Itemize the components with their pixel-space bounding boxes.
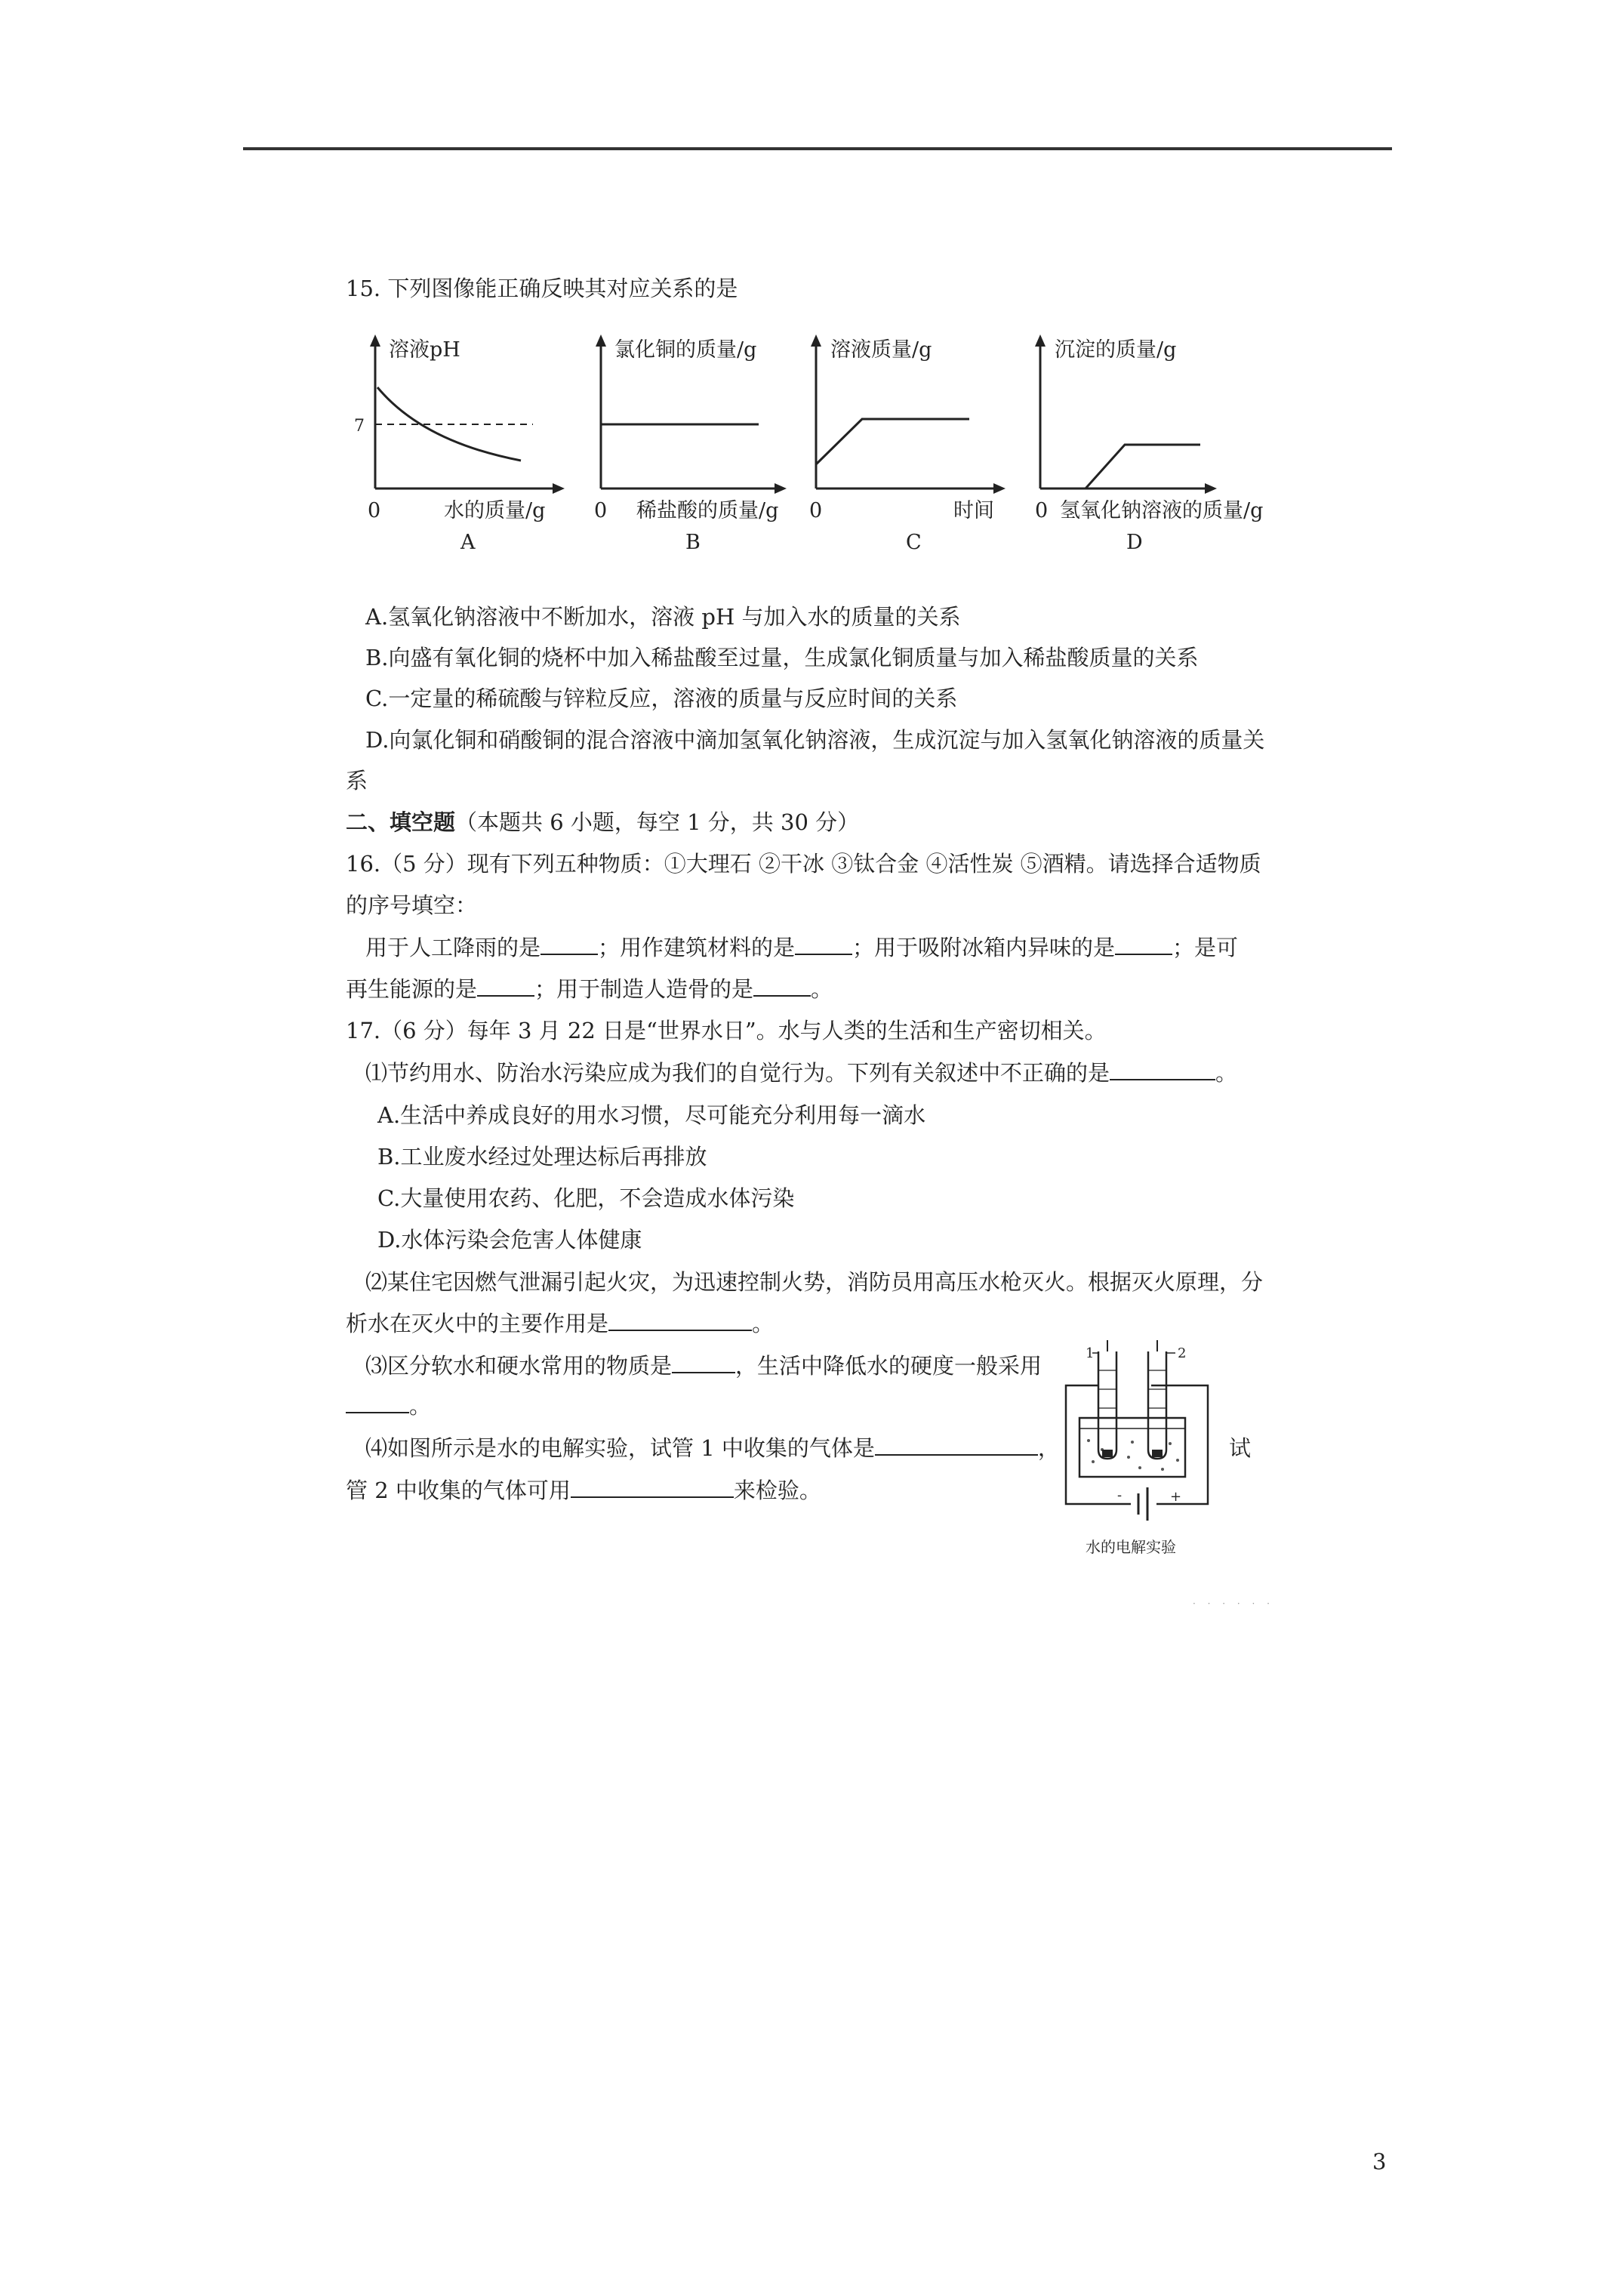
q17-text: 。 bbox=[409, 1393, 432, 1419]
q17-part-4-line-1 bbox=[365, 1433, 1060, 1463]
q15-option-c: C.一定量的稀硫酸与锌粒反应，溶液的质量与反应时间的关系 bbox=[365, 686, 958, 711]
graph-a-ref-tick: 7 bbox=[354, 417, 365, 436]
tube-2-label: 2 bbox=[1178, 1345, 1187, 1361]
q17-part-1 bbox=[365, 1058, 1237, 1088]
graph-b-letter: B bbox=[685, 531, 701, 554]
answer-blank[interactable] bbox=[540, 954, 598, 955]
q17-text: ， bbox=[1037, 1435, 1060, 1461]
answer-blank[interactable] bbox=[672, 1372, 735, 1373]
tube-1-label: 1 bbox=[1086, 1345, 1095, 1361]
q17-text: ⑴节约用水、防治水污染应成为我们的自觉行为。下列有关叙述中不正确的是 bbox=[365, 1060, 1110, 1086]
q16-line-1: 16.（5 分）现有下列五种物质：①大理石 ②干冰 ③钛合金 ④活性炭 ⑤酒精。请选择合适物质 bbox=[346, 851, 1261, 877]
diagram-minus: - bbox=[1117, 1487, 1123, 1503]
graph-a-ylabel: 溶液pH bbox=[389, 338, 460, 362]
q16-text: 再生能源的是 bbox=[346, 976, 478, 1002]
answer-blank[interactable] bbox=[1110, 1079, 1215, 1080]
q16-text: ；用作建筑材料的是 bbox=[598, 935, 796, 960]
q17-text: ⑷如图所示是水的电解实验，试管 1 中收集的气体是 bbox=[365, 1435, 875, 1461]
q16-text: 用于人工降雨的是 bbox=[365, 935, 541, 960]
q17-text: 来检验。 bbox=[733, 1478, 821, 1503]
graph-b-origin: 0 bbox=[594, 499, 608, 522]
q17-choice-d: D.水体污染会危害人体健康 bbox=[377, 1227, 642, 1253]
q16-text: ；用于制造人造骨的是 bbox=[534, 976, 754, 1002]
q15-stem: 15. 下列图像能正确反映其对应关系的是 bbox=[346, 276, 738, 301]
q16-line-3 bbox=[365, 932, 1238, 963]
q16-line-4 bbox=[346, 974, 833, 1004]
graph-c-xlabel: 时间 bbox=[953, 499, 994, 522]
answer-blank[interactable] bbox=[571, 1496, 734, 1498]
q15-option-d: D.向氯化铜和硝酸铜的混合溶液中滴加氢氧化钠溶液，生成沉淀与加入氢氧化钠溶液的质量关 bbox=[365, 727, 1265, 753]
answer-blank[interactable] bbox=[795, 954, 852, 955]
graph-d bbox=[1035, 334, 1263, 554]
diagram-plus: + bbox=[1170, 1489, 1182, 1505]
q17-text: ，生活中降低水的硬度一般采用 bbox=[735, 1353, 1042, 1379]
electrolysis-diagram bbox=[1057, 1336, 1230, 1563]
q17-line-1: 17.（6 分）每年 3 月 22 日是“世界水日”。水与人类的生活和生产密切相关。 bbox=[346, 1018, 1107, 1043]
section-heading bbox=[346, 807, 859, 837]
graph-b bbox=[594, 334, 787, 554]
graph-a bbox=[354, 334, 565, 554]
q17-choice-b: B.工业废水经过处理达标后再排放 bbox=[377, 1144, 707, 1170]
graph-a-origin: 0 bbox=[368, 499, 381, 522]
page-number: 3 bbox=[1372, 2149, 1387, 2174]
q15-option-a: A.氢氧化钠溶液中不断加水，溶液 pH 与加入水的质量的关系 bbox=[365, 604, 961, 630]
q17-choice-a: A.生活中养成良好的用水习惯，尽可能充分利用每一滴水 bbox=[377, 1102, 926, 1128]
q16-text: 。 bbox=[811, 976, 833, 1002]
q17-part-3-line-2 bbox=[346, 1391, 431, 1421]
graph-b-xlabel: 稀盐酸的质量/g bbox=[636, 499, 779, 522]
answer-blank[interactable] bbox=[346, 1412, 409, 1413]
graph-c-ylabel: 溶液质量/g bbox=[830, 338, 932, 362]
q17-part-4-line-2 bbox=[346, 1475, 821, 1505]
q16-text: ；用于吸附冰箱内异味的是 bbox=[852, 935, 1116, 960]
graph-a-xlabel: 水的质量/g bbox=[444, 499, 546, 522]
graph-c-origin: 0 bbox=[809, 499, 823, 522]
q17-text: ⑶区分软水和硬水常用的物质是 bbox=[365, 1353, 673, 1379]
graph-c bbox=[809, 334, 1006, 554]
answer-blank[interactable] bbox=[753, 995, 811, 997]
section-title: 二、填空题 bbox=[346, 809, 456, 835]
q15-option-b: B.向盛有氧化铜的烧杯中加入稀盐酸至过量，生成氯化铜质量与加入稀盐酸质量的关系 bbox=[365, 645, 1199, 670]
graph-b-ylabel: 氯化铜的质量/g bbox=[614, 338, 757, 362]
q17-part-4-tail: 试 bbox=[1229, 1435, 1252, 1461]
answer-blank[interactable] bbox=[1115, 954, 1172, 955]
q15-option-d-cont: 系 bbox=[346, 768, 368, 794]
q16-line-2: 的序号填空： bbox=[346, 892, 478, 918]
q17-part-2-line-1: ⑵某住宅因燃气泄漏引起火灾，为迅速控制火势，消防员用高压水枪灭火。根据灭火原理，分 bbox=[365, 1269, 1264, 1295]
q17-text: 析水在灭火中的主要作用是 bbox=[346, 1311, 609, 1336]
q17-text: 。 bbox=[1215, 1060, 1238, 1086]
section-note: （本题共 6 小题，每空 1 分，共 30 分） bbox=[455, 809, 860, 835]
answer-blank[interactable] bbox=[875, 1454, 1038, 1456]
graph-d-letter: D bbox=[1126, 531, 1143, 554]
header-rule bbox=[243, 147, 1392, 150]
q17-choice-c: C.大量使用农药、化肥，不会造成水体污染 bbox=[377, 1185, 795, 1211]
graph-d-xlabel: 氢氧化钠溶液的质量/g bbox=[1060, 499, 1264, 522]
answer-blank[interactable] bbox=[477, 995, 534, 997]
q17-part-3-line-1 bbox=[365, 1351, 1042, 1381]
q17-text: 。 bbox=[752, 1311, 775, 1336]
q17-part-2-line-2 bbox=[346, 1308, 774, 1339]
graph-d-origin: 0 bbox=[1035, 499, 1049, 522]
q17-text: 管 2 中收集的气体可用 bbox=[346, 1478, 571, 1503]
graph-a-letter: A bbox=[460, 531, 476, 554]
graph-c-letter: C bbox=[906, 531, 922, 554]
graph-d-ylabel: 沉淀的质量/g bbox=[1055, 338, 1177, 362]
answer-blank[interactable] bbox=[608, 1330, 752, 1331]
q16-text: ；是可 bbox=[1172, 935, 1239, 960]
footer-mark: · · · · · · bbox=[1193, 1598, 1274, 1609]
diagram-caption: 水的电解实验 bbox=[1086, 1538, 1176, 1556]
q15-graphs bbox=[0, 328, 1623, 570]
